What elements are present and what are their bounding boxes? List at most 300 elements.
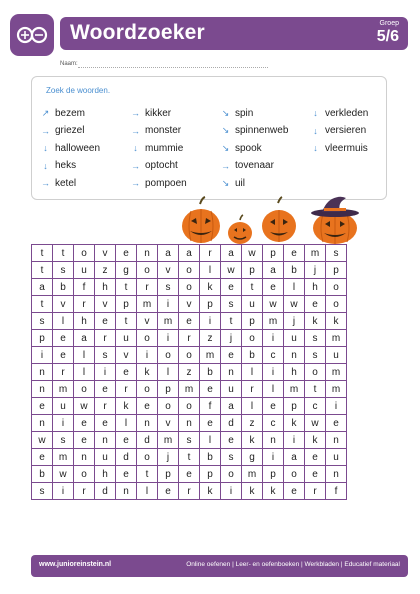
grid-cell[interactable]: l: [137, 483, 158, 500]
grid-cell[interactable]: a: [263, 262, 284, 279]
grid-cell[interactable]: i: [284, 432, 305, 449]
grid-cell[interactable]: u: [242, 296, 263, 313]
grid-row: [32, 364, 347, 381]
word-label: heks: [55, 160, 77, 171]
grid-cell[interactable]: p: [263, 245, 284, 262]
grid-cell[interactable]: i: [53, 483, 74, 500]
direction-arrow-icon: ↘: [221, 142, 230, 153]
grid-cell[interactable]: n: [95, 432, 116, 449]
grid-cell[interactable]: e: [305, 449, 326, 466]
grid-cell[interactable]: p: [242, 262, 263, 279]
word-item: [220, 159, 274, 173]
word-label: tovenaar: [235, 160, 274, 171]
grid-cell[interactable]: e: [116, 466, 137, 483]
grid-cell[interactable]: e: [53, 347, 74, 364]
grid-cell[interactable]: k: [242, 483, 263, 500]
grid-cell[interactable]: a: [221, 398, 242, 415]
grid-cell[interactable]: l: [53, 313, 74, 330]
grid-cell[interactable]: u: [221, 381, 242, 398]
grid-cell[interactable]: n: [32, 381, 53, 398]
grid-cell[interactable]: a: [221, 245, 242, 262]
grid-cell[interactable]: c: [263, 347, 284, 364]
grid-cell[interactable]: e: [95, 313, 116, 330]
word-label: mummie: [145, 142, 184, 154]
group-label: Groep: [379, 20, 399, 27]
grid-cell[interactable]: m: [305, 245, 326, 262]
grid-cell[interactable]: u: [116, 330, 137, 347]
word-item: [40, 159, 76, 173]
grid-cell[interactable]: e: [284, 483, 305, 500]
grid-row: [32, 432, 347, 449]
grid-cell[interactable]: r: [137, 279, 158, 296]
pumpkin-icon: [182, 197, 220, 243]
grid-cell[interactable]: e: [32, 398, 53, 415]
grid-cell[interactable]: c: [263, 415, 284, 432]
word-label: spook: [235, 142, 262, 154]
grid-cell[interactable]: u: [53, 398, 74, 415]
grid-cell[interactable]: e: [263, 398, 284, 415]
grid-cell[interactable]: o: [137, 330, 158, 347]
grid-row: [32, 449, 347, 466]
grid-cell[interactable]: t: [53, 245, 74, 262]
grid-cell[interactable]: r: [179, 483, 200, 500]
grid-row: [32, 245, 347, 262]
grid-cell[interactable]: k: [137, 364, 158, 381]
grid-cell[interactable]: p: [116, 296, 137, 313]
grid-cell[interactable]: n: [326, 432, 347, 449]
word-item: [130, 141, 183, 155]
direction-arrow-icon: ↓: [313, 125, 318, 136]
grid-cell[interactable]: d: [116, 449, 137, 466]
direction-arrow-icon: →: [221, 160, 230, 171]
grid-cell[interactable]: c: [305, 398, 326, 415]
grid-cell[interactable]: d: [137, 432, 158, 449]
grid-cell[interactable]: a: [74, 330, 95, 347]
grid-row: [32, 262, 347, 279]
grid-cell[interactable]: v: [137, 313, 158, 330]
word-item: [40, 124, 84, 138]
grid-cell[interactable]: j: [158, 449, 179, 466]
grid-cell[interactable]: u: [284, 330, 305, 347]
grid-cell[interactable]: m: [326, 364, 347, 381]
grid-cell[interactable]: e: [305, 466, 326, 483]
direction-arrow-icon: →: [131, 178, 140, 188]
grid-row: [32, 381, 347, 398]
grid-cell[interactable]: h: [74, 313, 95, 330]
grid-cell[interactable]: r: [242, 381, 263, 398]
grid-cell[interactable]: n: [284, 347, 305, 364]
grid-cell[interactable]: t: [116, 279, 137, 296]
grid-row: [32, 466, 347, 483]
grid-cell[interactable]: o: [158, 347, 179, 364]
grid-cell[interactable]: h: [305, 279, 326, 296]
word-label: kikker: [145, 107, 172, 119]
grid-cell[interactable]: o: [284, 466, 305, 483]
grid-cell[interactable]: k: [305, 432, 326, 449]
grid-cell[interactable]: n: [74, 449, 95, 466]
footer-bar: [31, 555, 408, 577]
grid-cell[interactable]: n: [32, 364, 53, 381]
word-label: spin: [235, 107, 254, 119]
grid-cell[interactable]: m: [326, 381, 347, 398]
grid-cell[interactable]: t: [32, 296, 53, 313]
grid-cell[interactable]: s: [32, 313, 53, 330]
grid-cell[interactable]: i: [263, 449, 284, 466]
grid-cell[interactable]: e: [221, 432, 242, 449]
grid-cell[interactable]: i: [95, 364, 116, 381]
grid-cell[interactable]: w: [74, 398, 95, 415]
grid-cell[interactable]: w: [221, 262, 242, 279]
direction-arrow-icon: →: [131, 160, 140, 171]
grid-cell[interactable]: i: [221, 483, 242, 500]
pumpkins-illustration: [178, 196, 368, 246]
grid-cell[interactable]: e: [116, 432, 137, 449]
word-item: [40, 141, 100, 155]
grid-cell[interactable]: b: [32, 466, 53, 483]
grid-cell[interactable]: e: [263, 279, 284, 296]
word-item: [130, 159, 178, 173]
grid-cell[interactable]: m: [242, 466, 263, 483]
grid-cell[interactable]: f: [326, 483, 347, 500]
grid-cell[interactable]: l: [200, 432, 221, 449]
grid-cell[interactable]: g: [116, 262, 137, 279]
grid-cell[interactable]: s: [32, 483, 53, 500]
word-label: bezem: [55, 107, 86, 119]
grid-cell[interactable]: u: [95, 449, 116, 466]
grid-cell[interactable]: e: [305, 296, 326, 313]
word-item: [220, 176, 245, 190]
grid-cell[interactable]: b: [53, 279, 74, 296]
direction-arrow-icon: ↓: [43, 143, 48, 153]
grid-cell[interactable]: f: [74, 279, 95, 296]
grid-cell[interactable]: k: [263, 483, 284, 500]
grid-cell[interactable]: l: [242, 364, 263, 381]
direction-arrow-icon: ↗: [41, 107, 50, 118]
grid-cell[interactable]: m: [179, 381, 200, 398]
grid-cell[interactable]: e: [116, 364, 137, 381]
grid-cell[interactable]: m: [200, 347, 221, 364]
grid-cell[interactable]: h: [284, 364, 305, 381]
grid-cell[interactable]: z: [242, 415, 263, 432]
group-indicator: [377, 20, 399, 45]
grid-cell[interactable]: b: [284, 262, 305, 279]
grid-cell[interactable]: l: [200, 262, 221, 279]
word-label: verkleden: [325, 107, 369, 119]
grid-row: [32, 483, 347, 500]
grid-cell[interactable]: e: [95, 381, 116, 398]
word-item: [40, 176, 76, 190]
grid-cell[interactable]: m: [158, 432, 179, 449]
grid-cell[interactable]: i: [263, 330, 284, 347]
word-label: spinnenweb: [235, 125, 289, 136]
footer-site-link[interactable]: www.junioreinstein.nl: [39, 561, 112, 568]
grid-cell[interactable]: u: [326, 449, 347, 466]
grid-cell[interactable]: p: [263, 466, 284, 483]
word-item: [40, 106, 85, 120]
grid-cell[interactable]: v: [95, 296, 116, 313]
grid-cell[interactable]: o: [74, 466, 95, 483]
grid-cell[interactable]: k: [242, 432, 263, 449]
name-line[interactable]: [78, 67, 268, 68]
grid-cell[interactable]: p: [200, 296, 221, 313]
grid-cell[interactable]: s: [53, 262, 74, 279]
grid-cell[interactable]: w: [263, 296, 284, 313]
grid-cell[interactable]: o: [137, 449, 158, 466]
grid-cell[interactable]: v: [158, 262, 179, 279]
grid-cell[interactable]: l: [158, 364, 179, 381]
grid-cell[interactable]: n: [179, 415, 200, 432]
grid-cell[interactable]: k: [200, 279, 221, 296]
grid-cell[interactable]: t: [179, 449, 200, 466]
grid-cell[interactable]: p: [326, 262, 347, 279]
grid-cell[interactable]: o: [179, 262, 200, 279]
grid-cell[interactable]: r: [95, 330, 116, 347]
direction-arrow-icon: ↓: [313, 143, 318, 153]
grid-cell[interactable]: e: [53, 330, 74, 347]
grid-cell[interactable]: w: [32, 432, 53, 449]
grid-cell[interactable]: h: [95, 466, 116, 483]
grid-cell[interactable]: v: [179, 296, 200, 313]
word-item: [220, 124, 288, 138]
grid-cell[interactable]: k: [200, 483, 221, 500]
grid-cell[interactable]: n: [32, 415, 53, 432]
grid-cell[interactable]: e: [116, 245, 137, 262]
grid-cell[interactable]: g: [242, 449, 263, 466]
grid-cell[interactable]: i: [53, 415, 74, 432]
grid-cell[interactable]: m: [326, 330, 347, 347]
grid-cell[interactable]: z: [179, 364, 200, 381]
grid-cell[interactable]: r: [74, 296, 95, 313]
grid-cell[interactable]: m: [53, 449, 74, 466]
grid-cell[interactable]: i: [32, 347, 53, 364]
word-list-box: [31, 76, 387, 200]
direction-arrow-icon: ↓: [43, 160, 48, 171]
grid-cell[interactable]: a: [179, 245, 200, 262]
grid-row: [32, 398, 347, 415]
grid-cell[interactable]: r: [179, 330, 200, 347]
grid-cell[interactable]: m: [158, 313, 179, 330]
grid-cell[interactable]: p: [158, 466, 179, 483]
grid-cell[interactable]: s: [95, 347, 116, 364]
grid-cell[interactable]: v: [158, 415, 179, 432]
grid-cell[interactable]: t: [242, 279, 263, 296]
grid-cell[interactable]: t: [116, 313, 137, 330]
grid-cell[interactable]: o: [221, 466, 242, 483]
grid-cell[interactable]: w: [242, 245, 263, 262]
grid-cell[interactable]: w: [53, 466, 74, 483]
grid-cell[interactable]: b: [200, 449, 221, 466]
grid-cell[interactable]: b: [200, 364, 221, 381]
name-label: Naam:: [60, 61, 78, 67]
grid-row: [32, 279, 347, 296]
direction-arrow-icon: →: [41, 178, 50, 188]
grid-cell[interactable]: o: [137, 381, 158, 398]
grid-cell[interactable]: n: [137, 415, 158, 432]
grid-cell[interactable]: t: [221, 313, 242, 330]
footer-links[interactable]: Online oefenen | Leer- en oefenboeken | Werkbladen | Educatief materiaal: [186, 561, 400, 568]
grid-cell[interactable]: b: [242, 347, 263, 364]
word-label: griezel: [55, 125, 85, 136]
grid-cell[interactable]: a: [284, 449, 305, 466]
grid-cell[interactable]: j: [221, 330, 242, 347]
grid-cell[interactable]: s: [221, 296, 242, 313]
grid-cell[interactable]: p: [200, 466, 221, 483]
grid-cell[interactable]: e: [200, 381, 221, 398]
grid-cell[interactable]: z: [95, 262, 116, 279]
name-field[interactable]: [60, 61, 78, 67]
word-label: ketel: [55, 177, 77, 189]
pumpkin-with-witch-hat-icon: [311, 197, 359, 244]
grid-cell[interactable]: r: [305, 483, 326, 500]
grid-cell[interactable]: t: [305, 381, 326, 398]
grid-cell[interactable]: e: [95, 415, 116, 432]
grid-cell[interactable]: i: [200, 313, 221, 330]
grid-cell[interactable]: e: [74, 432, 95, 449]
word-item: [220, 141, 262, 155]
logo: [10, 14, 54, 56]
grid-cell[interactable]: o: [179, 398, 200, 415]
grid-cell[interactable]: r: [116, 381, 137, 398]
letter-grid: [31, 244, 347, 500]
grid-cell[interactable]: n: [116, 483, 137, 500]
word-item: [130, 106, 171, 120]
grid-cell[interactable]: s: [305, 330, 326, 347]
grid-cell[interactable]: o: [179, 279, 200, 296]
grid-cell[interactable]: h: [95, 279, 116, 296]
grid-cell[interactable]: a: [158, 245, 179, 262]
grid-cell[interactable]: n: [221, 364, 242, 381]
grid-cell[interactable]: s: [221, 449, 242, 466]
grid-cell[interactable]: r: [74, 483, 95, 500]
grid-cell[interactable]: s: [326, 245, 347, 262]
direction-arrow-icon: →: [131, 108, 140, 118]
grid-cell[interactable]: s: [158, 279, 179, 296]
direction-arrow-icon: ↘: [221, 107, 230, 118]
word-item: [310, 141, 368, 155]
grid-cell[interactable]: r: [200, 245, 221, 262]
grid-cell[interactable]: k: [305, 313, 326, 330]
grid-cell[interactable]: r: [95, 398, 116, 415]
grid-cell[interactable]: v: [95, 245, 116, 262]
grid-cell[interactable]: o: [74, 245, 95, 262]
grid-cell[interactable]: t: [32, 245, 53, 262]
grid-cell[interactable]: r: [53, 364, 74, 381]
grid-cell[interactable]: w: [305, 415, 326, 432]
grid-cell[interactable]: e: [74, 415, 95, 432]
word-label: monster: [145, 125, 182, 136]
grid-cell[interactable]: n: [137, 245, 158, 262]
grid-cell[interactable]: p: [242, 313, 263, 330]
grid-cell[interactable]: u: [326, 347, 347, 364]
grid-cell[interactable]: t: [32, 262, 53, 279]
grid-cell[interactable]: s: [179, 432, 200, 449]
word-label: uil: [235, 177, 246, 189]
grid-cell[interactable]: e: [326, 415, 347, 432]
grid-cell[interactable]: i: [137, 347, 158, 364]
grid-cell[interactable]: l: [116, 415, 137, 432]
grid-cell[interactable]: e: [137, 398, 158, 415]
grid-cell[interactable]: o: [305, 364, 326, 381]
grid-cell[interactable]: e: [158, 483, 179, 500]
grid-cell[interactable]: o: [137, 262, 158, 279]
grid-cell[interactable]: m: [263, 313, 284, 330]
grid-cell[interactable]: o: [179, 347, 200, 364]
grid-cell[interactable]: l: [284, 279, 305, 296]
grid-cell[interactable]: v: [116, 347, 137, 364]
grid-cell[interactable]: o: [326, 279, 347, 296]
grid-cell[interactable]: p: [284, 398, 305, 415]
grid-cell[interactable]: o: [158, 398, 179, 415]
grid-cell[interactable]: o: [242, 330, 263, 347]
direction-arrow-icon: ↘: [221, 177, 230, 188]
grid-cell[interactable]: a: [32, 279, 53, 296]
word-label: optocht: [145, 160, 178, 171]
grid-cell[interactable]: e: [179, 466, 200, 483]
logo-glasses-icon: [15, 24, 49, 46]
grid-cell[interactable]: s: [305, 347, 326, 364]
grid-cell[interactable]: l: [74, 347, 95, 364]
grid-cell[interactable]: e: [200, 415, 221, 432]
grid-cell[interactable]: i: [326, 398, 347, 415]
grid-cell[interactable]: e: [284, 245, 305, 262]
grid-cell[interactable]: k: [284, 415, 305, 432]
grid-cell[interactable]: e: [221, 279, 242, 296]
grid-cell[interactable]: l: [242, 398, 263, 415]
grid-cell[interactable]: k: [326, 313, 347, 330]
grid-cell[interactable]: m: [53, 381, 74, 398]
grid-cell[interactable]: n: [326, 466, 347, 483]
grid-cell[interactable]: k: [116, 398, 137, 415]
page-title: Woordzoeker: [70, 21, 205, 44]
direction-arrow-icon: ↓: [313, 108, 318, 118]
grid-cell[interactable]: d: [221, 415, 242, 432]
word-label: vleermuis: [325, 142, 368, 154]
grid-cell[interactable]: d: [95, 483, 116, 500]
grid-cell[interactable]: n: [263, 432, 284, 449]
grid-cell[interactable]: z: [200, 330, 221, 347]
grid-cell[interactable]: j: [305, 262, 326, 279]
grid-cell[interactable]: s: [53, 432, 74, 449]
grid-cell[interactable]: i: [158, 330, 179, 347]
grid-cell[interactable]: e: [179, 313, 200, 330]
grid-cell[interactable]: o: [74, 381, 95, 398]
grid-cell[interactable]: l: [263, 381, 284, 398]
word-item: [310, 124, 366, 138]
grid-cell[interactable]: m: [284, 381, 305, 398]
grid-cell[interactable]: e: [32, 449, 53, 466]
grid-cell[interactable]: j: [284, 313, 305, 330]
direction-arrow-icon: ↘: [221, 125, 230, 135]
grid-cell[interactable]: f: [200, 398, 221, 415]
grid-cell[interactable]: t: [137, 466, 158, 483]
grid-cell[interactable]: m: [137, 296, 158, 313]
grid-cell[interactable]: i: [158, 296, 179, 313]
grid-row: [32, 415, 347, 432]
grid-cell[interactable]: i: [263, 364, 284, 381]
grid-cell[interactable]: e: [221, 347, 242, 364]
grid-cell[interactable]: u: [74, 262, 95, 279]
grid-cell[interactable]: p: [158, 381, 179, 398]
grid-cell[interactable]: o: [326, 296, 347, 313]
grid-cell[interactable]: l: [74, 364, 95, 381]
grid-cell[interactable]: p: [32, 330, 53, 347]
grid-cell[interactable]: w: [284, 296, 305, 313]
word-item: [130, 176, 187, 190]
group-value: 5/6: [376, 28, 399, 45]
word-label: versieren: [325, 125, 367, 136]
grid-cell[interactable]: v: [53, 296, 74, 313]
header-bar: [60, 17, 408, 50]
